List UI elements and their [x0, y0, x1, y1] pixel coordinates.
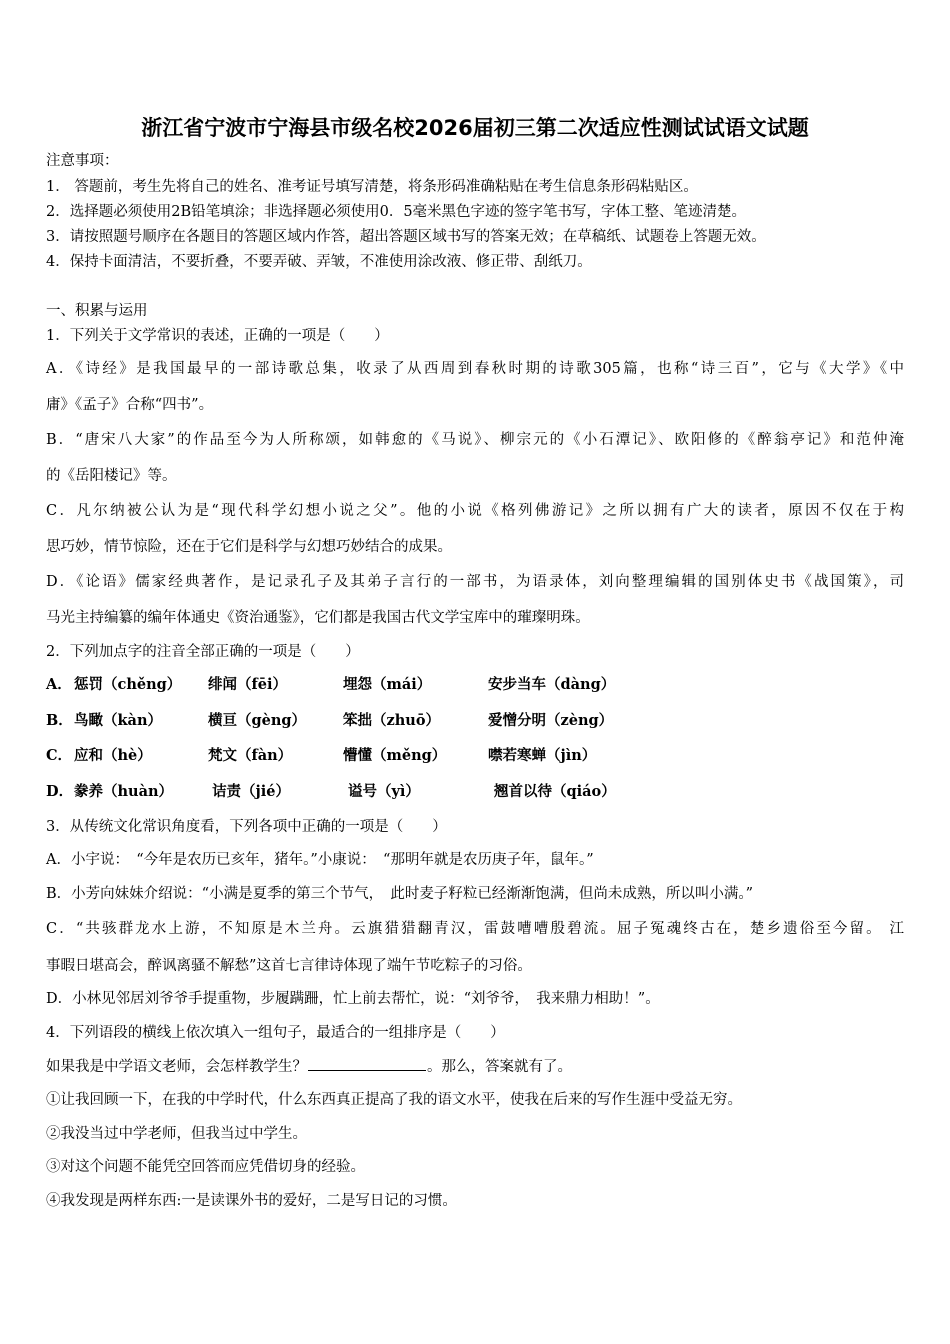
q1-option-b-line2: 的《岳阳楼记》等。	[46, 468, 177, 484]
q3-option-c-line2: 事暇日堪高会，醉讽离骚不解愁”这首七言律诗体现了端午节吃粽子的习俗。	[46, 958, 532, 974]
q2-option-word: 应和（hè）	[74, 747, 152, 764]
q2-option-word: 谥号（yì）	[348, 783, 420, 800]
q2-option-word: 笨拙（zhuō）	[343, 712, 440, 729]
q1-option-c-line1: C．凡尔纳被公认为是“现代科学幻想小说之父”。他的小说《格列佛游记》之所以拥有广大的读者，原因不仅在于构	[46, 503, 904, 519]
q4-stem: 4．下列语段的横线上依次填入一组句子，最适合的一组排序是（ ）	[46, 1025, 505, 1041]
notice-heading: 注意事项：	[46, 153, 119, 169]
q2-option-word: 埋怨（mái）	[343, 676, 432, 693]
q2-option-word: 豢养（huàn）	[74, 783, 174, 800]
q1-option-a-line1: A．《诗经》是我国最早的一部诗歌总集，收录了从西周到春秋时期的诗歌305篇，也称“诗三百”，它与《大学》《中	[46, 361, 904, 377]
q1-option-c-line2: 思巧妙，情节惊险，还在于它们是科学与幻想巧妙结合的成果。	[46, 539, 452, 555]
q2-option-word: 鸟瞰（kàn）	[74, 712, 162, 729]
q1-option-a-line2: 庸》《孟子》合称“四书”。	[46, 397, 214, 413]
section-heading: 一、积累与运用	[46, 303, 148, 319]
q2-option-word: 爱憎分明（zèng）	[488, 712, 614, 729]
q2-option-label: C．	[46, 747, 73, 764]
q4-intro-text: 如果我是中学语文老师，会怎样教学生？	[46, 1059, 307, 1075]
q3-option-c-line1: C．“共骇群龙水上游，不知原是木兰舟。云旗猎猎翻青汉，雷鼓嘈嘈殷碧流。屈子冤魂终古在，楚乡遗俗至今留。 江	[46, 921, 904, 937]
q1-option-d-line2: 马光主持编纂的编年体通史《资治通鉴》，它们都是我国古代文学宝库中的璀璨明珠。	[46, 610, 590, 626]
q2-option-word: 翘首以待（qiáo）	[494, 783, 616, 800]
q2-option-word: 噤若寒蝉（jìn）	[488, 747, 597, 764]
q3-stem: 3．从传统文化常识角度看，下列各项中正确的一项是（ ）	[46, 819, 447, 835]
q2-option-label: A．	[46, 676, 72, 693]
q2-option-word: 梵文（fàn）	[208, 747, 293, 764]
q1-option-d-line1: D．《论语》儒家经典著作，是记录孔子及其弟子言行的一部书，为语录体，刘向整理编辑的国别体史书《战国策》，司	[46, 574, 904, 590]
notice-item-1: 1． 答题前，考生先将自己的姓名、准考证号填写清楚，将条形码准确粘贴在考生信息条形码粘贴区。	[46, 179, 698, 195]
q2-option-word: 懵懂（měng）	[343, 747, 447, 764]
q2-option-word: 安步当车（dàng）	[488, 676, 616, 693]
q2-option-word: 横亘（gèng）	[208, 712, 307, 729]
notice-item-4: 4．保持卡面清洁，不要折叠，不要弄破、弄皱，不准使用涂改液、修正带、刮纸刀。	[46, 254, 592, 270]
q3-option-b: B．小芳向妹妹介绍说：“小满是夏季的第三个节气， 此时麦子籽粒已经渐渐饱满，但尚未成熟，所以叫小满。”	[46, 886, 753, 902]
answer-blank[interactable]	[308, 1056, 426, 1071]
q2-option-word: 惩罚（chěng）	[74, 676, 182, 693]
q1-option-b-line1: B．“唐宋八大家”的作品至今为人所称颂，如韩愈的《马说》、柳宗元的《小石潭记》、欧阳修的《醉翁亭记》和范仲淹	[46, 432, 904, 448]
q4-item-3: ③对这个问题不能凭空回答而应凭借切身的经验。	[46, 1159, 365, 1175]
notice-item-3: 3．请按照题号顺序在各题目的答题区域内作答，超出答题区域书写的答案无效；在草稿纸、试题卷上答题无效。	[46, 229, 766, 245]
q4-intro	[46, 1056, 572, 1077]
q4-intro-text-end: 。那么，答案就有了。	[427, 1059, 572, 1075]
q4-item-2: ②我没当过中学老师，但我当过中学生。	[46, 1126, 307, 1142]
q4-item-1: ①让我回顾一下，在我的中学时代，什么东西真正提高了我的语文水平，使我在后来的写作生涯中受益无穷。	[46, 1092, 742, 1108]
q3-option-d: D．小林见邻居刘爷爷手提重物，步履蹒跚，忙上前去帮忙，说：“刘爷爷， 我来鼎力相助！”。	[46, 991, 660, 1007]
q2-option-label: D．	[46, 783, 74, 800]
q2-option-word: 绯闻（fēi）	[208, 676, 287, 693]
q2-option-word: 诘责（jié）	[212, 783, 290, 800]
notice-item-2: 2．选择题必须使用2B铅笔填涂；非选择题必须使用0．5毫米黑色字迹的签字笔书写，字体工整、笔迹清楚。	[46, 204, 747, 220]
q2-stem: 2．下列加点字的注音全部正确的一项是（ ）	[46, 644, 360, 660]
q4-item-4: ④我发现是两样东西:一是读课外书的爱好，二是写日记的习惯。	[46, 1193, 457, 1209]
q3-option-a: A．小宇说： “今年是农历已亥年，猪年。”小康说： “那明年就是农历庚子年，鼠年。”	[46, 852, 594, 868]
q1-stem: 1．下列关于文学常识的表述，正确的一项是（ ）	[46, 328, 389, 344]
q2-option-label: B．	[46, 712, 73, 729]
page-title: 浙江省宁波市宁海县市级名校2026届初三第二次适应性测试试语文试题	[141, 116, 809, 140]
